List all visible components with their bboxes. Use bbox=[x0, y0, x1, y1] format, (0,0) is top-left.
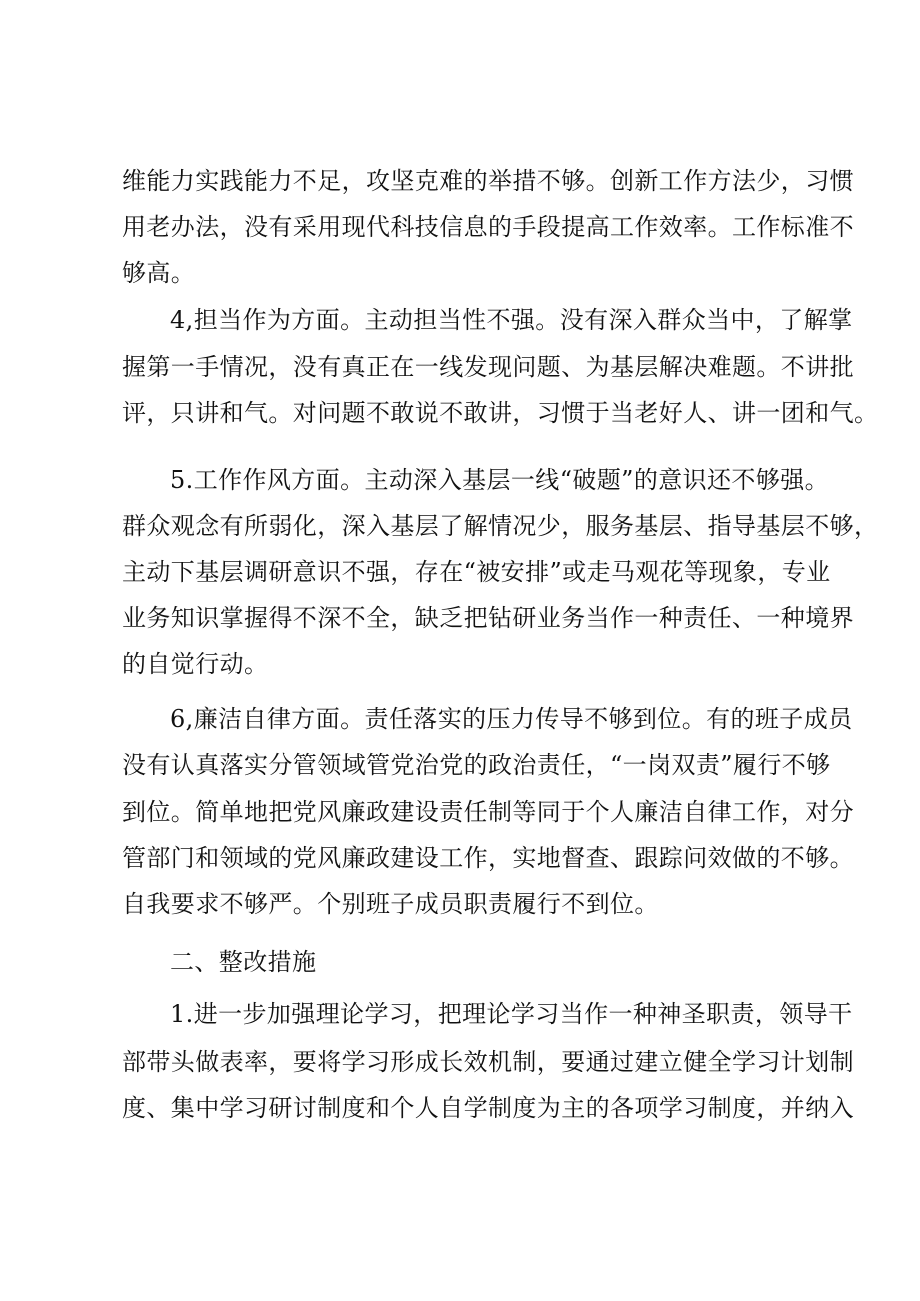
paragraph-line: 群众观念有所弱化，深入基层了解情况少，服务基层、指导基层不够， bbox=[122, 512, 879, 540]
paragraph-line: 管部门和领域的党风廉政建设工作，实地督查、跟踪问效做的不够。 bbox=[122, 844, 854, 872]
paragraph-line: 部带头做表率，要将学习形成长效机制，要通过建立健全学习计划制 bbox=[122, 1048, 854, 1076]
paragraph-line: 4,担当作为方面。主动担当性不强。没有深入群众当中，了解掌 bbox=[170, 306, 853, 334]
paragraph-line: 没有认真落实分管领域管党治党的政治责任，“一岗双责”履行不够 bbox=[122, 751, 831, 779]
section-heading: 二、整改措施 bbox=[170, 948, 317, 976]
paragraph-line: 5.工作作风方面。主动深入基层一线“破题”的意识还不够强。 bbox=[170, 466, 830, 494]
paragraph-line: 够高。 bbox=[122, 259, 196, 287]
paragraph-line: 主动下基层调研意识不强，存在“被安排”或走马观花等现象，专业 bbox=[122, 558, 831, 586]
paragraph-line: 6,廉洁自律方面。责任落实的压力传导不够到位。有的班子成员 bbox=[170, 705, 853, 733]
paragraph-line: 自我要求不够严。个别班子成员职责履行不到位。 bbox=[122, 890, 659, 918]
paragraph-line: 1.进一步加强理论学习，把理论学习当作一种神圣职责，领导干 bbox=[170, 1000, 853, 1028]
paragraph-line: 用老办法，没有采用现代科技信息的手段提高工作效率。工作标准不 bbox=[122, 213, 854, 241]
paragraph-line: 到位。简单地把党风廉政建设责任制等同于个人廉洁自律工作，对分 bbox=[122, 798, 854, 826]
paragraph-line: 评，只讲和气。对问题不敢说不敢讲，习惯于当老好人、讲一团和气。 bbox=[122, 399, 879, 427]
paragraph-line: 度、集中学习研讨制度和个人自学制度为主的各项学习制度，并纳入 bbox=[122, 1094, 854, 1122]
paragraph-line: 握第一手情况，没有真正在一线发现问题、为基层解决难题。不讲批 bbox=[122, 353, 854, 381]
paragraph-line: 的自觉行动。 bbox=[122, 650, 269, 678]
paragraph-line: 维能力实践能力不足，攻坚克难的举措不够。创新工作方法少，习惯 bbox=[122, 167, 854, 195]
paragraph-line: 业务知识掌握得不深不全，缺乏把钻研业务当作一种责任、一种境界 bbox=[122, 604, 854, 632]
